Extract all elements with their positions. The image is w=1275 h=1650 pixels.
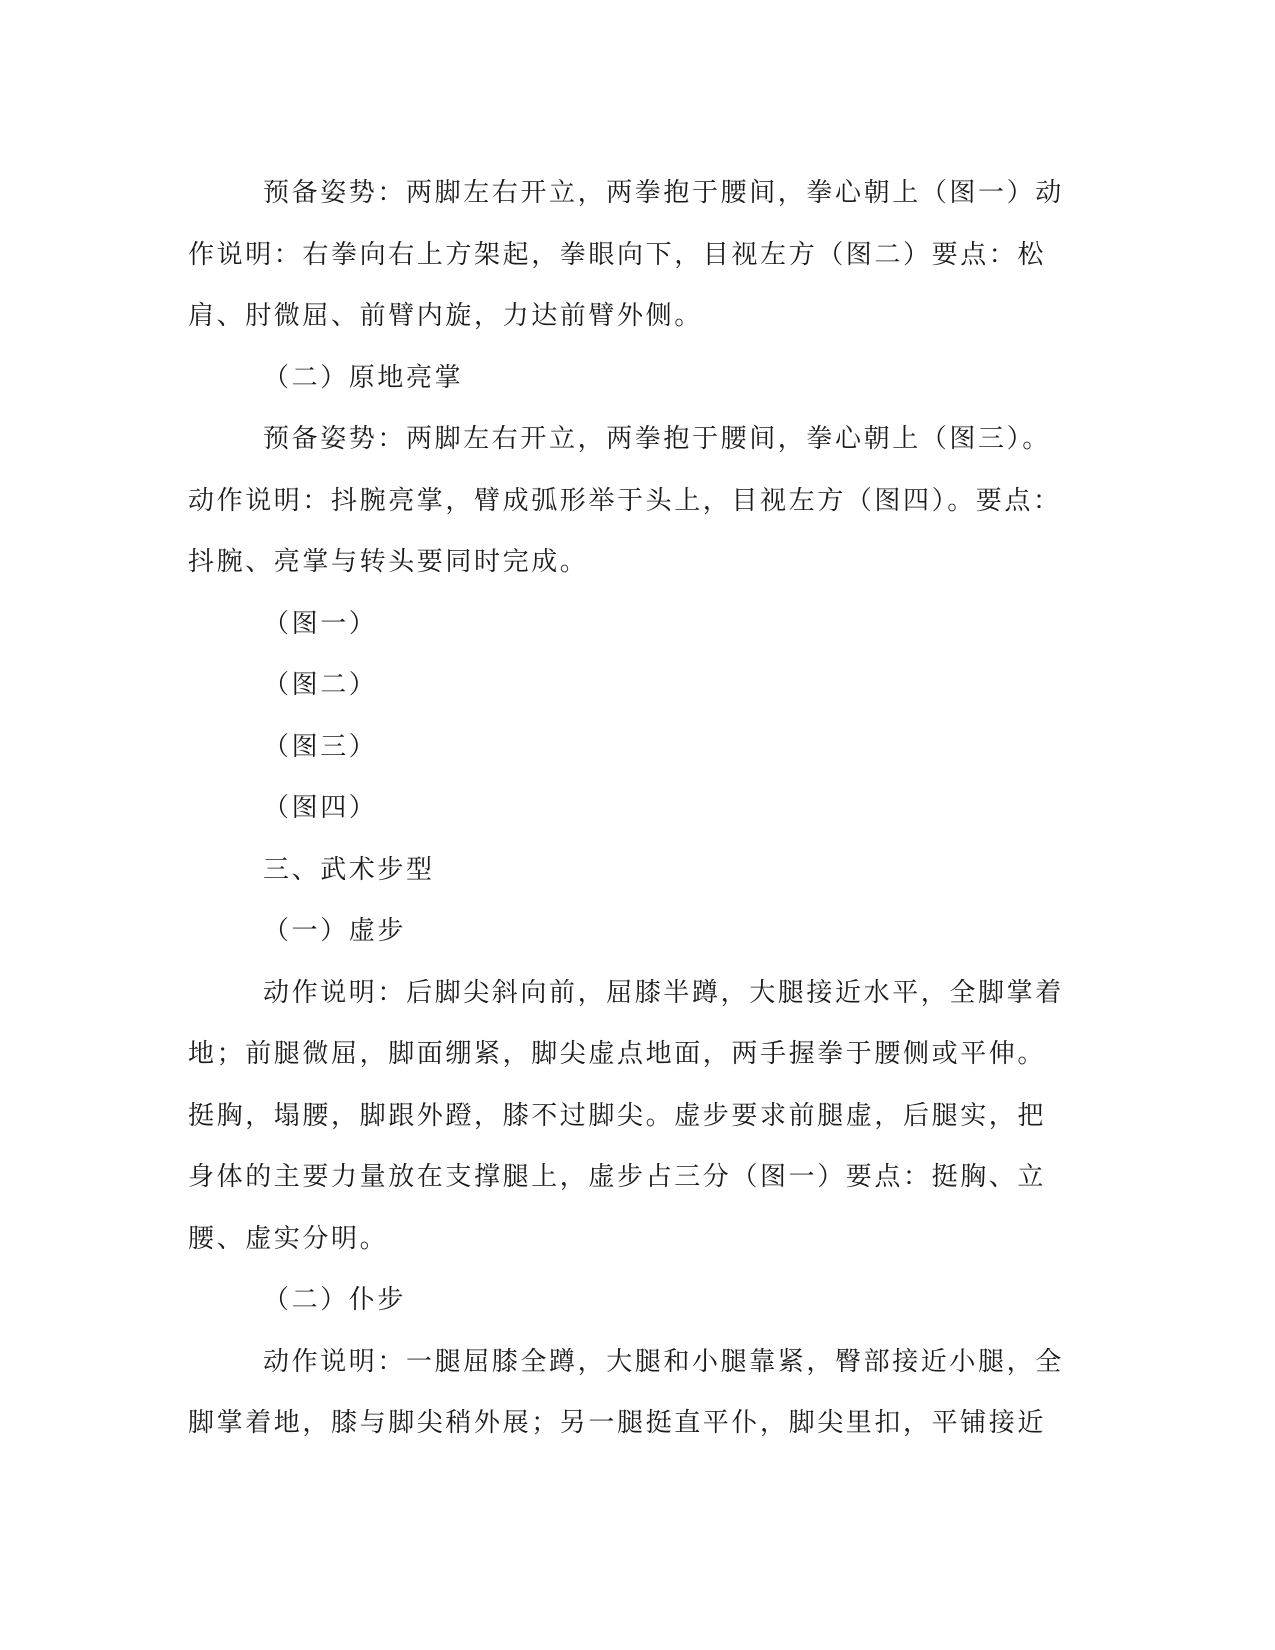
figure-caption-4: （图四） — [263, 793, 378, 823]
paragraph-preparation-fist: 预备姿势：两脚左右开立，两拳抱于腰间，拳心朝上（图一）动作说明：右拳向右上方架起，拳眼向下，目视左方（图二）要点：松肩、肘微屈、前臂内旋，力达前臂外侧。 — [188, 178, 1064, 331]
paragraph-empty-stance: 动作说明：后脚尖斜向前，屈膝半蹲，大腿接近水平，全脚掌着地；前腿微屈，脚面绷紧，脚尖虚点地面，两手握拳于腰侧或平伸。挺胸，塌腰，脚跟外蹬，膝不过脚尖。虚步要求前腿虚，后腿实，把身体的主要力量放在支撑腿上，虚步占三分（图一）要点：挺胸、立腰、虚实分明。 — [188, 977, 1064, 1254]
paragraph-crouch-stance: 动作说明：一腿屈膝全蹲，大腿和小腿靠紧，臀部接近小腿，全脚掌着地，膝与脚尖稍外展；另一腿挺直平仆，脚尖里扣，平铺接近 — [188, 1346, 1064, 1438]
figure-caption-1: （图一） — [263, 608, 378, 639]
body-text — [188, 163, 1073, 1455]
figure-caption-2: （图二） — [263, 670, 378, 700]
paragraph-preparation-palm: 预备姿势：两脚左右开立，两拳抱于腰间，拳心朝上（图三）。动作说明：抖腕亮掌，臂成弧形举于头上，目视左方（图四）。要点：抖腕、亮掌与转头要同时完成。 — [188, 424, 1062, 577]
figure-caption-3: （图三） — [263, 731, 378, 762]
section-heading-stances: 三、武术步型 — [263, 854, 435, 885]
heading-crouch-stance: （二）仆步 — [263, 1285, 407, 1315]
heading-empty-stance: （一）虚步 — [263, 916, 407, 946]
heading-stationary-palm: （二）原地亮掌 — [263, 362, 464, 393]
